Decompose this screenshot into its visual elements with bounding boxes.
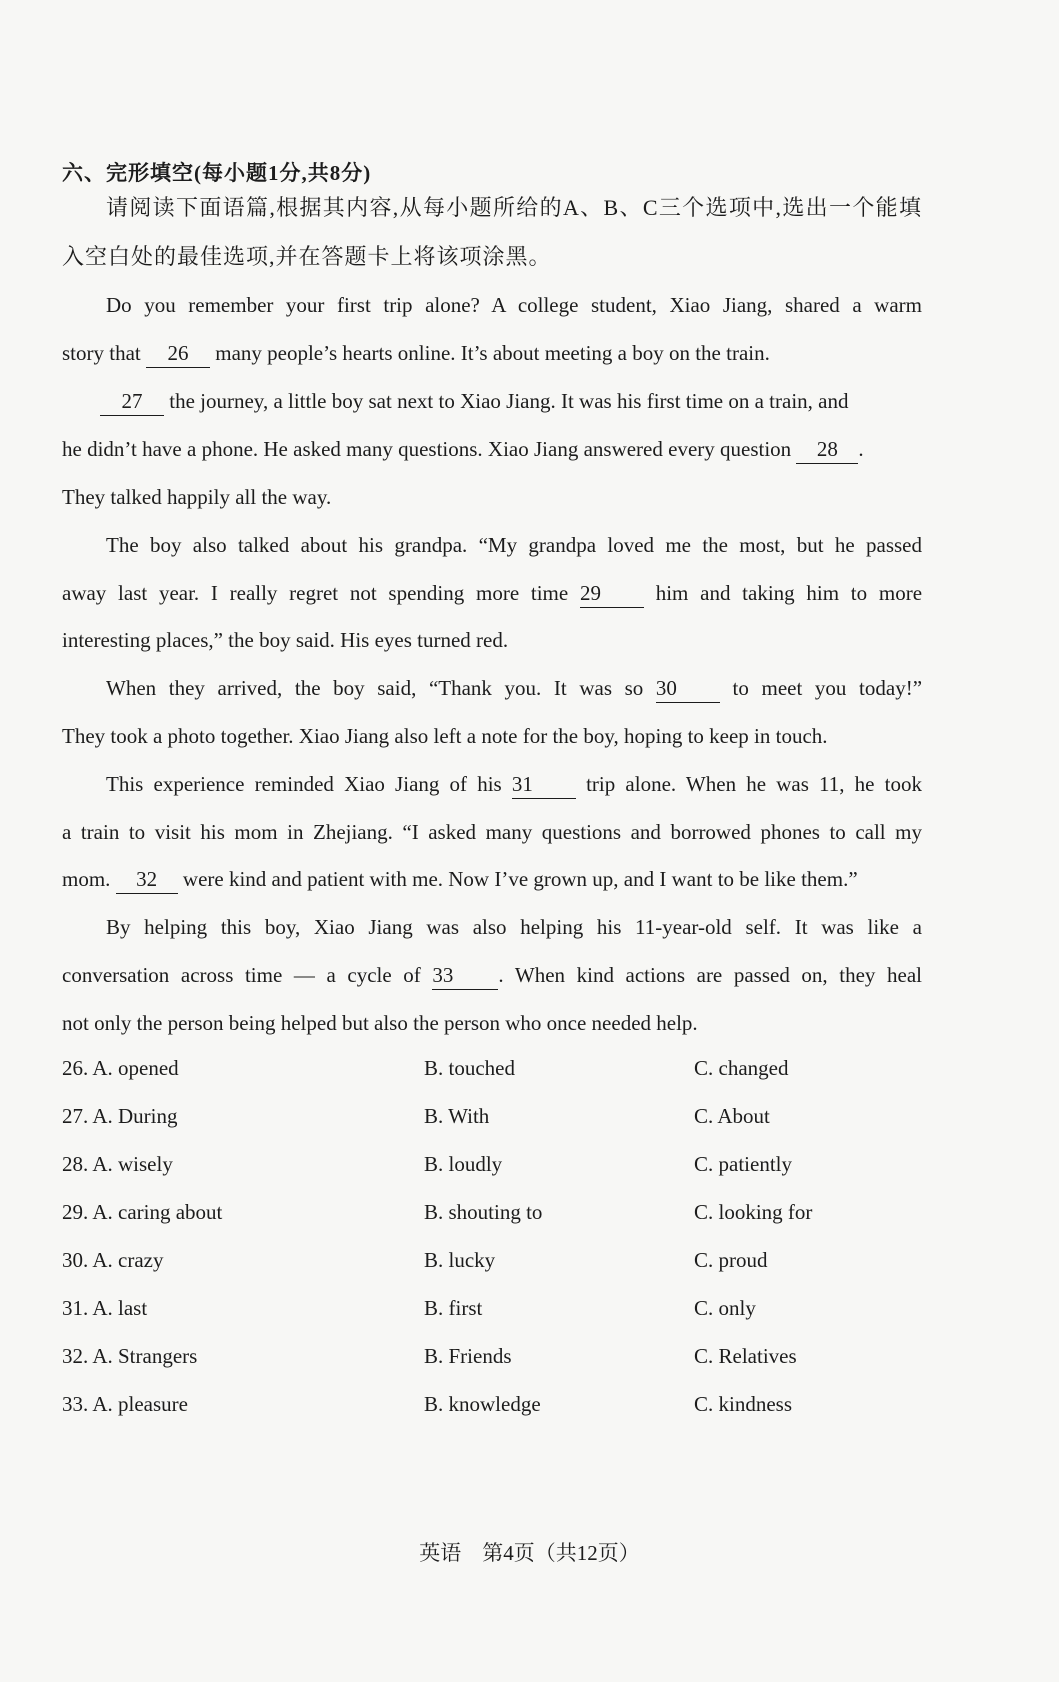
passage-text: trip alone. When he was 11, he took (586, 772, 923, 796)
passage-text: story that (62, 341, 141, 365)
option-row-31 (62, 1296, 922, 1326)
passage-text: to meet you today!” (732, 676, 923, 700)
option-c[interactable]: C. only (694, 1296, 756, 1320)
option-a[interactable]: 27. A. During (62, 1104, 178, 1128)
passage-line: Do you remember your first trip alone? A college student, Xiao Jiang, shared a warm (106, 293, 922, 317)
option-row-29 (62, 1200, 922, 1230)
option-c[interactable]: C. looking for (694, 1200, 813, 1224)
option-a[interactable]: 28. A. wisely (62, 1152, 173, 1176)
option-c[interactable]: C. patiently (694, 1152, 792, 1176)
blank-28: 28 (796, 437, 858, 464)
option-a[interactable]: 31. A. last (62, 1296, 148, 1320)
section-title: 六、完形填空(每小题1分,共8分) (62, 161, 372, 185)
option-c[interactable]: C. Relatives (694, 1344, 797, 1368)
passage-line (100, 386, 922, 416)
passage-text: him and taking him to more (655, 581, 923, 605)
option-row-27 (62, 1104, 922, 1134)
blank-32: 32 (116, 867, 178, 894)
page-footer: 英语 第4页（共12页） (419, 1541, 640, 1565)
passage-text: . When kind actions are passed on, they heal (498, 963, 923, 987)
passage-text: away last year. I really regret not spending more time (62, 581, 569, 605)
passage-line: The boy also talked about his grandpa. “My grandpa loved me the most, but he passed (106, 533, 922, 557)
option-row-32 (62, 1344, 922, 1374)
instruction-line-1: 请阅读下面语篇,根据其内容,从每小题所给的A、B、C三个选项中,选出一个能填 (106, 195, 922, 220)
option-b[interactable]: B. Friends (424, 1344, 512, 1368)
blank-30: 30 (656, 676, 720, 703)
option-b[interactable]: B. touched (424, 1056, 515, 1080)
option-a[interactable]: 32. A. Strangers (62, 1344, 198, 1368)
blank-26: 26 (146, 341, 210, 368)
option-a[interactable]: 26. A. opened (62, 1056, 179, 1080)
option-a[interactable]: 29. A. caring about (62, 1200, 223, 1224)
passage-line: interesting places,” the boy said. His eyes turned red. (62, 628, 509, 652)
option-b[interactable]: B. With (424, 1104, 490, 1128)
option-b[interactable]: B. knowledge (424, 1392, 541, 1416)
option-c[interactable]: C. changed (694, 1056, 789, 1080)
passage-text: were kind and patient with me. Now I’ve grown up, and I want to be like them.” (182, 867, 858, 891)
passage-text: the journey, a little boy sat next to Xiao Jiang. It was his first time on a train, and (169, 389, 849, 413)
passage-line: a train to visit his mom in Zhejiang. “I asked many questions and borrowed phones to call my (62, 820, 922, 844)
option-row-28 (62, 1152, 922, 1182)
passage-text: many people’s hearts online. It’s about meeting a boy on the train. (215, 341, 770, 365)
option-c[interactable]: C. proud (694, 1248, 768, 1272)
passage-line: By helping this boy, Xiao Jiang was also helping his 11-year-old self. It was like a (106, 915, 922, 939)
instruction-line-2: 入空白处的最佳选项,并在答题卡上将该项涂黑。 (62, 244, 552, 269)
blank-27: 27 (100, 389, 164, 416)
option-b[interactable]: B. lucky (424, 1248, 496, 1272)
passage-text: mom. (62, 867, 111, 891)
option-b[interactable]: B. first (424, 1296, 483, 1320)
passage-text: This experience reminded Xiao Jiang of his (106, 772, 502, 796)
passage-line: They took a photo together. Xiao Jiang also left a note for the boy, hoping to keep in touch. (62, 724, 828, 748)
option-b[interactable]: B. loudly (424, 1152, 503, 1176)
passage-text: he didn’t have a phone. He asked many questions. Xiao Jiang answered every question (62, 437, 792, 461)
option-row-26 (62, 1056, 922, 1086)
passage-line (62, 960, 922, 990)
passage-line: not only the person being helped but also the person who once needed help. (62, 1011, 698, 1035)
passage-line: They talked happily all the way. (62, 485, 332, 509)
option-row-30 (62, 1248, 922, 1278)
blank-29: 29 (580, 581, 644, 608)
option-c[interactable]: C. kindness (694, 1392, 793, 1416)
option-a[interactable]: 30. A. crazy (62, 1248, 164, 1272)
passage-line (62, 338, 922, 368)
passage-line (106, 769, 922, 799)
blank-33: 33 (432, 963, 498, 990)
passage-line (62, 864, 922, 894)
option-a[interactable]: 33. A. pleasure (62, 1392, 188, 1416)
passage-text: When they arrived, the boy said, “Thank you. It was so (106, 676, 644, 700)
blank-31: 31 (512, 772, 576, 799)
passage-line (62, 578, 922, 608)
passage-line (62, 434, 922, 464)
option-row-33 (62, 1392, 922, 1422)
option-b[interactable]: B. shouting to (424, 1200, 543, 1224)
option-c[interactable]: C. About (694, 1104, 770, 1128)
passage-text: conversation across time — a cycle of (62, 963, 421, 987)
passage-line (106, 673, 922, 703)
passage-text: . (858, 437, 864, 461)
